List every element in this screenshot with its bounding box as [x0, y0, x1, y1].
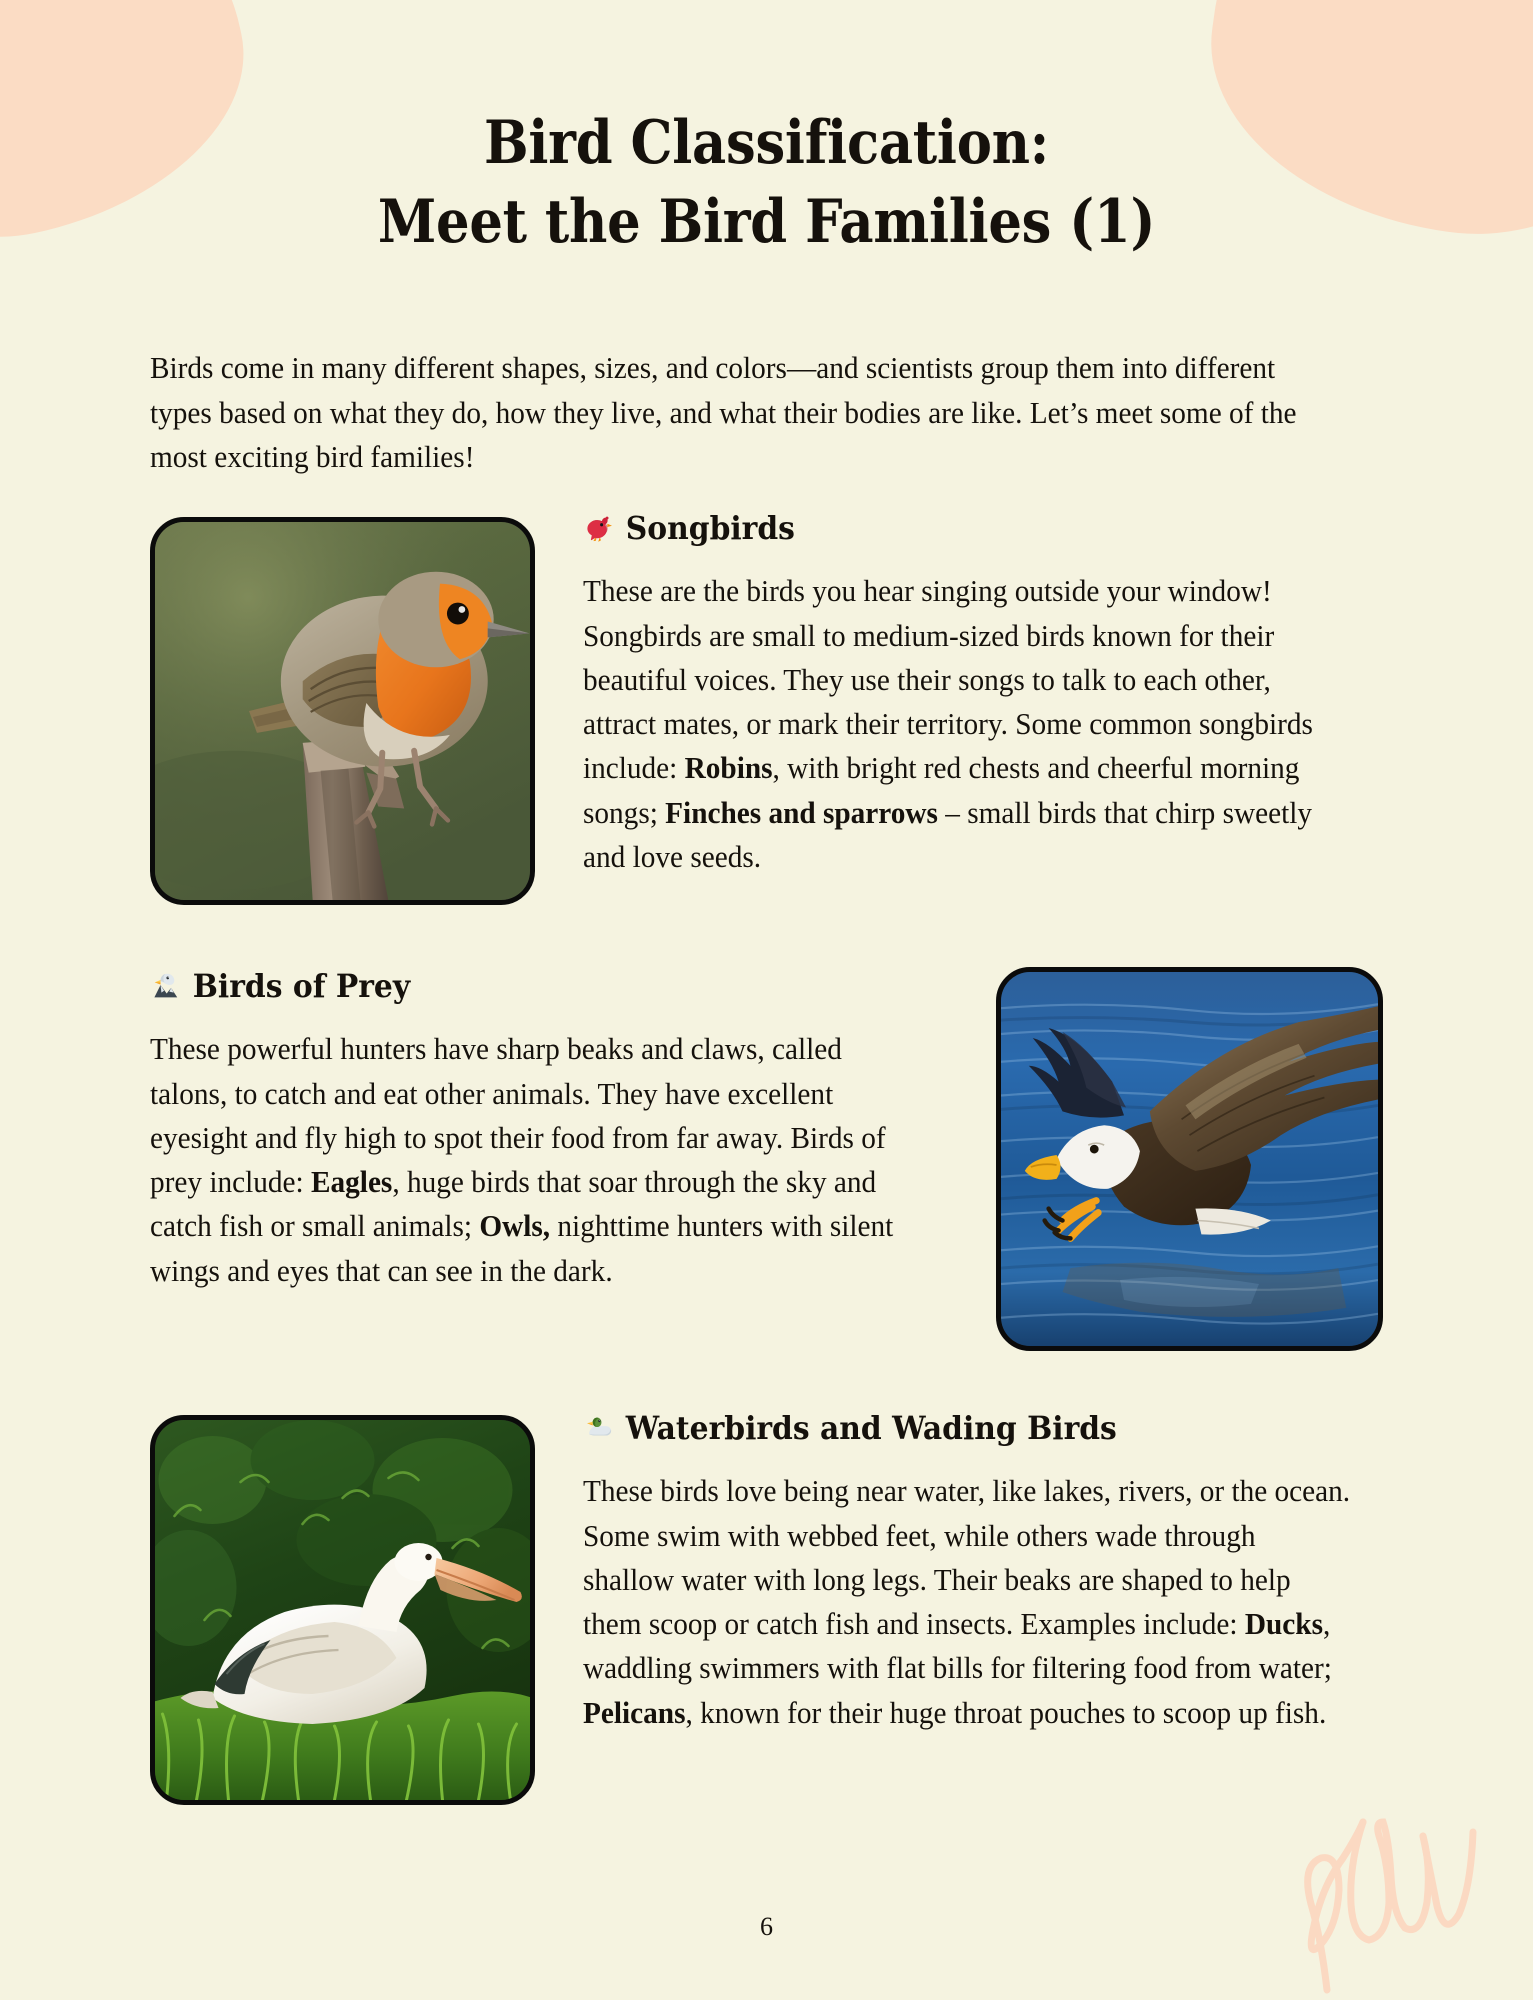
robin-photo-art	[155, 522, 530, 900]
intro-paragraph: Birds come in many different shapes, sizes, and colors—and scientists group them into different types based on what they do, how they live, and what their bodies are like. Let’s meet some of the most exciting bird families!	[150, 351, 1297, 474]
heading-label-songbirds: Songbirds	[625, 509, 795, 548]
text-waterbirds: These birds love being near water, like lakes, rivers, or the ocean. Some swim with webbed feet, while others wade through shallow water with long legs. Their beaks are shaped to help them scoop or catch fish and insects. Examples include: Ducks, waddling swimmers with flat bills for filtering food from water; Pelicans, known for their huge throat pouches to scoop up fish.	[583, 1474, 1351, 1730]
section-birds-of-prey	[150, 967, 1383, 1351]
eagle-photo	[996, 967, 1383, 1351]
section-body-waterbirds	[583, 1409, 1383, 1735]
heading-label-waterbirds: Waterbirds and Wading Birds	[625, 1409, 1117, 1448]
eagle-icon	[150, 969, 182, 1003]
text-songbirds: These are the birds you hear singing outside your window! Songbirds are small to medium-sized birds known for their beautiful voices. They use their songs to talk to each other, attract mates, or mark their territory. Some common songbirds include: Robins, with bright red chests and cheerful morning songs; Finches and sparrows – small birds that chirp sweetly and love seeds.	[583, 574, 1313, 874]
eagle-photo-art	[1001, 972, 1378, 1346]
text-birds-of-prey: These powerful hunters have sharp beaks and claws, called talons, to catch and eat other animals. They have excellent eyesight and fly high to spot their food from far away. Birds of prey include: Eagles, huge birds that soar through the sky and catch fish or small animals; Owls, nighttime hunters with silent wings and eyes that can see in the dark.	[150, 1032, 894, 1288]
decorative-squiggle	[1265, 1818, 1505, 1998]
pelican-photo	[150, 1415, 535, 1805]
heading-birds-of-prey	[150, 967, 892, 1005]
heading-songbirds	[583, 509, 1327, 547]
section-body-birds-of-prey	[150, 967, 948, 1293]
heading-waterbirds	[583, 1409, 1327, 1447]
duck-icon	[583, 1411, 615, 1445]
page-title-line-2: Meet the Bird Families (1)	[377, 187, 1156, 258]
page-number: 6	[760, 1912, 773, 1941]
page-title-line-1: Bird Classification:	[483, 108, 1050, 178]
section-songbirds	[150, 509, 1383, 905]
section-waterbirds	[150, 1409, 1383, 1805]
songbird-photo	[150, 517, 535, 905]
bird-icon	[583, 511, 615, 545]
page-title	[224, 0, 1309, 262]
heading-label-birds-of-prey: Birds of Prey	[192, 967, 411, 1006]
section-body-songbirds	[583, 509, 1383, 879]
pelican-photo-art	[155, 1420, 530, 1800]
